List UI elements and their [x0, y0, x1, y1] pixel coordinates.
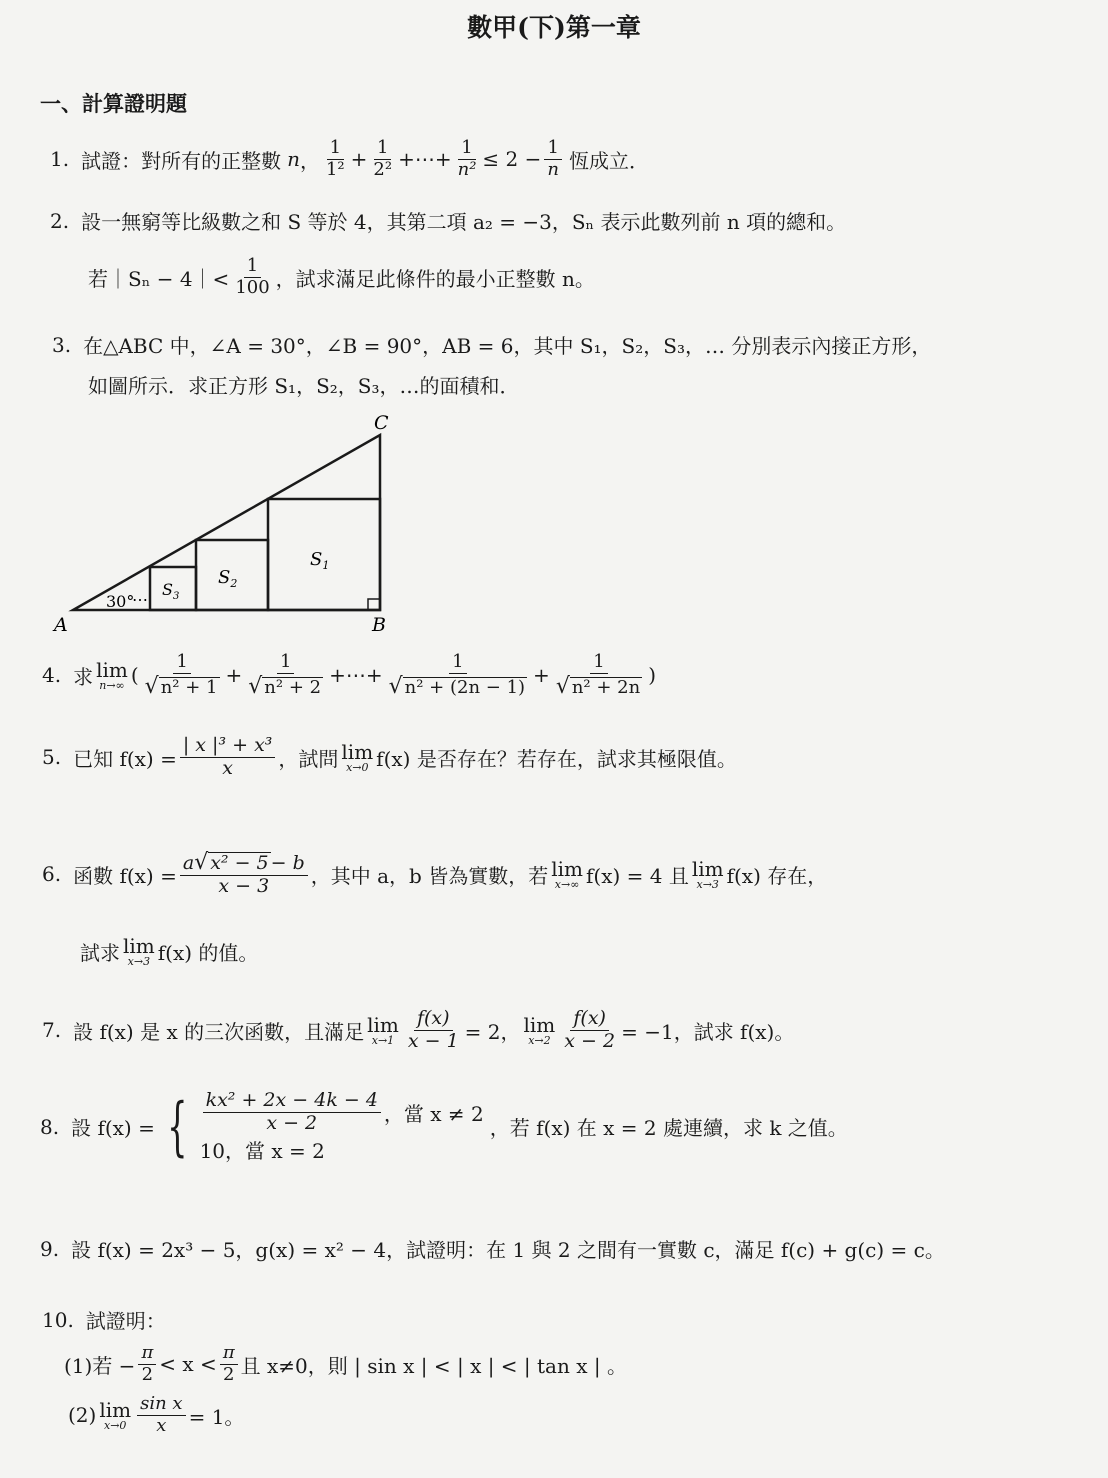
fraction: $\frac{1}{\text{n²}}$	[457, 137, 477, 180]
fraction: 1 √ n² + 1	[144, 651, 218, 699]
problem-text: f(x) 是否存在？若存在，試求其極限值。	[376, 746, 737, 771]
brace: {	[167, 1089, 188, 1164]
fraction: $\frac{\pi}{2}$	[220, 1343, 238, 1385]
problem-text: f(x) 的值。	[157, 941, 259, 965]
problem-number: 10.	[42, 1307, 74, 1332]
problem-number: 9.	[40, 1236, 60, 1261]
limit: lim x→0	[99, 1397, 132, 1432]
operator: +	[225, 663, 243, 688]
vertex-c-label: C	[374, 412, 389, 434]
problem-text: = 2，	[464, 1019, 521, 1044]
vertex-b-label: B	[372, 614, 386, 636]
limit: lim x→2	[523, 1012, 556, 1047]
s3-label: $S_3$	[162, 580, 180, 602]
fraction: $\frac{\text{sin x}}{x}$	[137, 1394, 185, 1436]
fraction: a √ x² − 5 − b x − 3	[180, 850, 308, 898]
square-s1	[268, 499, 380, 610]
problem-text: ，試問	[278, 746, 339, 771]
problem-text: ，若 f(x) 在 x = 2 處連續，求 k 之值。	[489, 1116, 848, 1141]
section-heading: 一、計算證明題	[40, 91, 187, 116]
var-n: n	[287, 147, 300, 172]
fraction: 1 √ n² + 2	[248, 651, 322, 699]
fraction: $\frac{1}{n}$	[544, 138, 562, 180]
problem-1	[50, 138, 649, 180]
vertex-a-label: A	[54, 614, 68, 636]
paren: (	[130, 663, 139, 688]
s1-label: $S_1$	[310, 549, 330, 572]
problem-text: 在△ABC 中，∠A = 30°，∠B = 90°，AB = 6，其中 S₁，S₂，S₃，… 分別表示內接正方形，	[83, 334, 932, 358]
problem-10-part-2	[68, 1394, 244, 1436]
problem-text: 求	[73, 664, 94, 689]
problem-8	[40, 1090, 848, 1164]
fraction: $\frac{f(x)}{x - 1}$	[407, 1007, 459, 1052]
problem-text: 設 f(x) = 2x³ − 5，g(x) = x² − 4，試證明：在 1 與 2 之間有一實數 c，滿足 f(c) + g(c) = c。	[71, 1238, 945, 1262]
problem-text: = 1。	[188, 1404, 245, 1429]
comma: ，	[299, 148, 320, 173]
problem-text: 設 f(x) 是 x 的三次函數，且滿足	[73, 1019, 365, 1044]
problem-text: 且 x≠0，則 | sin x | < | x | < | tan x | 。	[240, 1353, 627, 1378]
problem-number: 4.	[42, 663, 62, 688]
fraction: $\frac{1}{100}$	[235, 255, 270, 298]
square-s3	[150, 567, 196, 610]
problem-text: ，試求滿足此條件的最小正整數 n。	[275, 266, 595, 291]
fraction: $\frac{1}{\text{2²}}$	[373, 137, 393, 180]
problem-number: 1.	[50, 147, 70, 172]
problem-text: 試求	[80, 941, 120, 965]
problem-text: f(x) = 4 且	[585, 863, 689, 888]
operator: ≤ 2 −	[482, 147, 542, 172]
problem-text: 如圖所示．求正方形 S₁，S₂，S₃，…的面積和．	[88, 374, 520, 398]
limit: lim x→3	[123, 934, 155, 968]
problem-text: 試證明：	[85, 1309, 166, 1333]
fraction: $\frac{1}{\text{1²}}$	[325, 137, 345, 180]
dots-label: ⋯	[132, 590, 148, 609]
problem-text: (2)	[68, 1403, 97, 1428]
operator: +⋯+	[398, 147, 452, 172]
problem-text: 設一無窮等比級數之和 S 等於 4，其第二項 a₂ = −3，Sₙ 表示此數列前 n 項的總和。	[81, 210, 847, 234]
problem-text: (1)若 −	[64, 1353, 136, 1378]
operator: +⋯+	[329, 663, 383, 688]
problem-number: 5.	[42, 745, 62, 770]
problem-3	[52, 330, 931, 359]
problem-text: = −1，試求 f(x)。	[621, 1019, 795, 1044]
right-angle-mark	[368, 599, 380, 610]
problem-4	[42, 652, 656, 699]
problem-text: 已知 f(x) =	[73, 746, 177, 771]
fraction: 1 √ n² + 2n	[555, 651, 641, 699]
limit: lim n→∞	[96, 657, 128, 692]
problem-10-part-1	[64, 1343, 627, 1385]
s2-label: $S_2$	[218, 567, 238, 590]
problem-5	[42, 735, 737, 780]
fraction: $\frac{\text{| x |³ + x³}}{x}$	[180, 735, 276, 780]
problem-2	[50, 206, 846, 235]
operator: +	[533, 663, 550, 688]
limit: lim x→3	[691, 856, 724, 891]
limit: lim x→∞	[551, 856, 583, 891]
limit: lim x→0	[341, 739, 374, 774]
problem-number: 3.	[52, 332, 72, 357]
problem-2-line2	[88, 256, 595, 298]
fraction: $\frac{f(x)}{x - 2}$	[564, 1007, 616, 1052]
problem-text: 恆成立．	[568, 148, 649, 173]
problem-number: 2.	[50, 208, 70, 233]
problem-number: 7.	[42, 1018, 62, 1043]
problem-text: 若｜Sₙ − 4｜<	[88, 266, 230, 291]
square-s2	[196, 540, 268, 610]
problem-7	[42, 1008, 794, 1053]
problem-text: 函數 f(x) =	[73, 863, 177, 888]
piecewise-cases: $\frac{\text{kx² + 2x − 4k − 4}}{x - 2}$ ，當 x ≠ 2 10，當 x = 2	[199, 1089, 484, 1163]
angle-label: 30°	[106, 592, 135, 611]
problem-text: < x <	[159, 1352, 217, 1377]
problem-text: 設 f(x) =	[71, 1116, 155, 1141]
problem-text: 試證：對所有的正整數	[81, 148, 282, 173]
problem-text: ，其中 a，b 皆為實數，若	[310, 863, 549, 888]
problem-number: 8.	[40, 1114, 60, 1139]
problem-10	[42, 1305, 166, 1334]
problem-3-line2	[88, 370, 520, 399]
problem-number: 6.	[42, 862, 62, 887]
limit: lim x→1	[367, 1012, 399, 1047]
fraction: $\frac{\pi}{2}$	[138, 1343, 156, 1385]
paren: )	[648, 663, 657, 688]
operator: +	[350, 147, 368, 172]
problem-text: f(x) 存在，	[726, 863, 828, 888]
page-title: 數甲(下)第一章	[467, 13, 641, 42]
problem-9	[40, 1234, 945, 1263]
problem-6-line2	[80, 936, 258, 967]
problem-6	[42, 850, 827, 898]
triangle-figure	[40, 405, 420, 640]
fraction: 1 √ n² + (2n − 1)	[388, 651, 526, 699]
